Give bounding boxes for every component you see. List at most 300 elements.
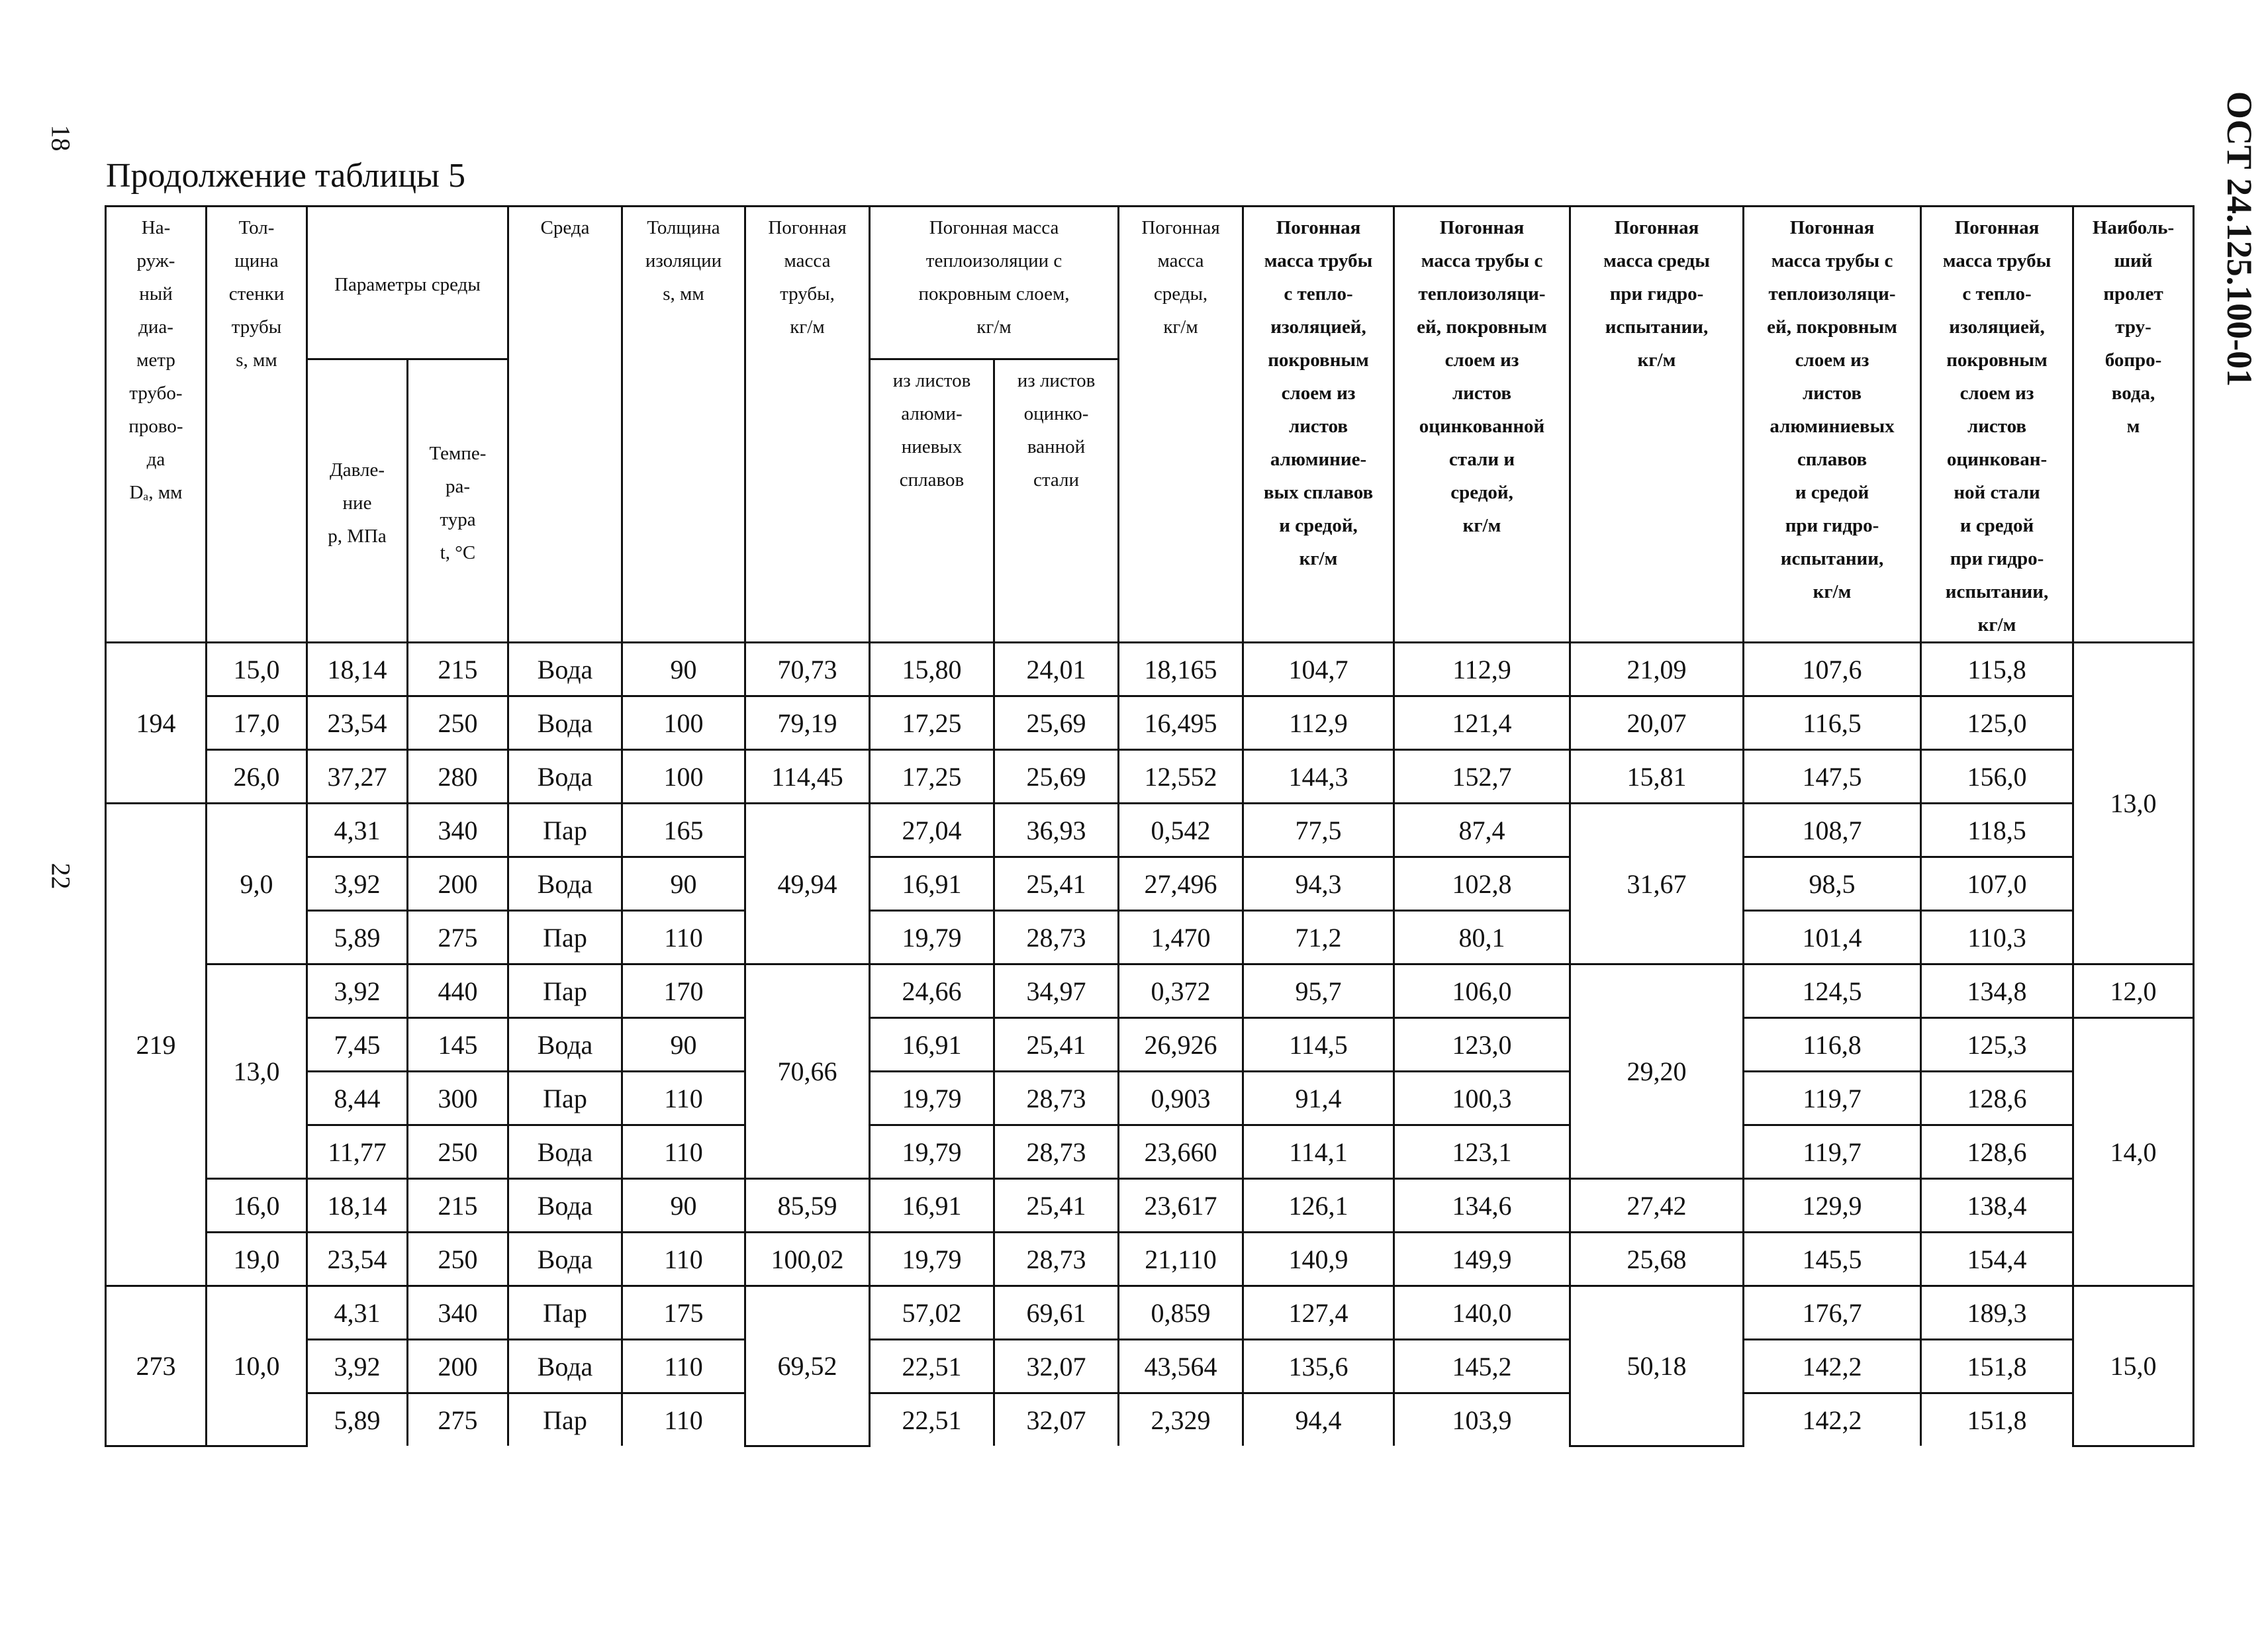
cell-ins: 110: [622, 1233, 745, 1286]
cell-medium: Вода: [508, 643, 622, 696]
cell-mp: 69,52: [745, 1286, 870, 1446]
header-line: с тепло-: [1962, 283, 2032, 305]
cell-ins: 165: [622, 804, 745, 857]
table-row: [106, 1233, 2194, 1286]
header-pressure: [307, 359, 408, 643]
header-line: оцинкованной: [1419, 416, 1545, 437]
cell-zn: 25,69: [994, 750, 1119, 804]
cell-p: 37,27: [307, 750, 408, 804]
cell-ins: 110: [622, 1125, 745, 1179]
cell-tal: 135,6: [1243, 1340, 1394, 1393]
cell-tal: 126,1: [1243, 1179, 1394, 1233]
header-line: масса трубы: [1264, 250, 1373, 271]
header-line: изоляции: [645, 250, 722, 271]
cell-mm: 0,372: [1119, 964, 1243, 1018]
header-line: t, °С: [440, 541, 476, 563]
cell-p: 23,54: [307, 696, 408, 750]
cell-mp: 85,59: [745, 1179, 870, 1233]
cell-zn: 32,07: [994, 1393, 1119, 1446]
header-line: из листов: [892, 370, 971, 391]
header-line: кг/м: [1299, 548, 1338, 569]
header-line: Наиболь-: [2092, 217, 2175, 238]
header-wall-thickness: [207, 207, 307, 643]
header-line: оцинко-: [1023, 403, 1089, 424]
cell-tzn_t: 118,5: [1921, 804, 2073, 857]
cell-tzn: 152,7: [1394, 750, 1570, 804]
cell-t: 250: [408, 1233, 508, 1286]
table-row: [106, 1018, 2194, 1072]
cell-mm: 12,552: [1119, 750, 1243, 804]
cell-mm: 0,859: [1119, 1286, 1243, 1340]
cell-medium: Вода: [508, 1233, 622, 1286]
cell-tal: 140,9: [1243, 1233, 1394, 1286]
cell-tal_t: 98,5: [1744, 857, 1921, 911]
header-line: ей, покровным: [1767, 316, 1897, 338]
cell-tal: 77,5: [1243, 804, 1394, 857]
cell-medium: Пар: [508, 1286, 622, 1340]
cell-tzn: 103,9: [1394, 1393, 1570, 1446]
cell-ins: 90: [622, 1179, 745, 1233]
table-row: [106, 1286, 2194, 1340]
header-line: испытании,: [1780, 548, 1884, 569]
cell-zn: 25,41: [994, 1018, 1119, 1072]
header-line: Темпе-: [429, 442, 487, 464]
cell-mm: 1,470: [1119, 911, 1243, 964]
header-temperature: [408, 359, 508, 643]
header-line: стенки: [228, 283, 285, 305]
cell-tzn_t: 125,0: [1921, 696, 2073, 750]
cell-medium: Вода: [508, 750, 622, 804]
header-line: и средой,: [1279, 515, 1358, 536]
header-line: с тепло-: [1284, 283, 1353, 305]
header-line: прово-: [128, 416, 183, 437]
cell-mm: 21,110: [1119, 1233, 1243, 1286]
cell-tzn_t: 134,8: [1921, 964, 2073, 1018]
cell-medium: Пар: [508, 911, 622, 964]
header-line: сплавов: [1797, 449, 1867, 470]
header-line: кг/м: [790, 316, 825, 338]
cell-al: 24,66: [870, 964, 994, 1018]
cell-tzn: 106,0: [1394, 964, 1570, 1018]
cell-p: 23,54: [307, 1233, 408, 1286]
sheet-number: 22: [46, 863, 76, 890]
header-line: алюми-: [901, 403, 963, 424]
cell-s: 9,0: [207, 804, 307, 964]
cell-tal_t: 142,2: [1744, 1393, 1921, 1446]
cell-zn: 69,61: [994, 1286, 1119, 1340]
cell-mt: 25,68: [1570, 1233, 1744, 1286]
pipe-mass-table: [105, 205, 2195, 1447]
table-row: [106, 696, 2194, 750]
header-line: м: [2126, 416, 2140, 437]
cell-t: 440: [408, 964, 508, 1018]
header-line: да: [146, 449, 165, 470]
cell-t: 215: [408, 1179, 508, 1233]
header-line: изоляцией,: [1270, 316, 1366, 338]
cell-al: 16,91: [870, 857, 994, 911]
header-line: Погонная масса: [929, 217, 1059, 238]
cell-tzn: 87,4: [1394, 804, 1570, 857]
cell-al: 16,91: [870, 1179, 994, 1233]
cell-mm: 0,903: [1119, 1072, 1243, 1125]
cell-al: 15,80: [870, 643, 994, 696]
cell-ins: 90: [622, 1018, 745, 1072]
cell-t: 275: [408, 1393, 508, 1446]
cell-tzn_t: 125,3: [1921, 1018, 2073, 1072]
cell-tzn_t: 128,6: [1921, 1072, 2073, 1125]
header-line: Давле-: [330, 459, 385, 481]
header-medium: Среда: [508, 207, 622, 643]
cell-tzn: 140,0: [1394, 1286, 1570, 1340]
cell-span: 14,0: [2073, 1018, 2194, 1286]
cell-tal_t: 116,8: [1744, 1018, 1921, 1072]
cell-tzn_t: 110,3: [1921, 911, 2073, 964]
header-line: теплоизоляции с: [925, 250, 1063, 271]
cell-ins: 100: [622, 750, 745, 804]
cell-tzn_t: 151,8: [1921, 1340, 2073, 1393]
cell-D: 219: [106, 804, 207, 1286]
cell-zn: 25,69: [994, 696, 1119, 750]
cell-zn: 24,01: [994, 643, 1119, 696]
cell-al: 57,02: [870, 1286, 994, 1340]
header-medium-mass-test: [1570, 207, 1744, 643]
cell-tzn: 121,4: [1394, 696, 1570, 750]
table-row: [106, 1072, 2194, 1125]
cell-t: 340: [408, 1286, 508, 1340]
header-line: кг/м: [1637, 350, 1676, 371]
header-line: теплоизоляци-: [1418, 283, 1546, 305]
cell-t: 275: [408, 911, 508, 964]
header-line: масса трубы с: [1421, 250, 1543, 271]
cell-medium: Пар: [508, 964, 622, 1018]
header-line: масса: [784, 250, 831, 271]
header-line: p, МПа: [328, 525, 387, 547]
header-outer-diameter: [106, 207, 207, 643]
cell-tzn_t: 154,4: [1921, 1233, 2073, 1286]
cell-al: 17,25: [870, 696, 994, 750]
header-line: кг/м: [1977, 614, 2016, 635]
table-row: [106, 1340, 2194, 1393]
header-line: листов: [1452, 383, 1512, 404]
header-line: ванной: [1027, 436, 1086, 457]
header-line: покровным слоем,: [918, 283, 1070, 305]
header-line: Погонная: [1141, 217, 1220, 238]
table-row: [106, 643, 2194, 696]
cell-span: 13,0: [2073, 643, 2194, 964]
cell-ins: 110: [622, 1340, 745, 1393]
cell-tal_t: 129,9: [1744, 1179, 1921, 1233]
cell-p: 8,44: [307, 1072, 408, 1125]
header-line: s, мм: [236, 350, 277, 371]
cell-mm: 2,329: [1119, 1393, 1243, 1446]
cell-zn: 34,97: [994, 964, 1119, 1018]
cell-tal_t: 116,5: [1744, 696, 1921, 750]
header-max-span: [2073, 207, 2194, 643]
cell-s: 17,0: [207, 696, 307, 750]
header-line: при гидро-: [1609, 283, 1704, 305]
header-line: Толщина: [647, 217, 720, 238]
cell-tal: 144,3: [1243, 750, 1394, 804]
header-line: листов: [1288, 416, 1348, 437]
cell-al: 22,51: [870, 1340, 994, 1393]
cell-mt: 31,67: [1570, 804, 1744, 964]
cell-mt: 15,81: [1570, 750, 1744, 804]
header-line: стали и: [1448, 449, 1515, 470]
header-line: бопро-: [2104, 350, 2162, 371]
cell-p: 5,89: [307, 911, 408, 964]
cell-medium: Вода: [508, 1018, 622, 1072]
cell-medium: Пар: [508, 804, 622, 857]
header-insulation-mass-al: [870, 359, 994, 643]
cell-mp: 114,45: [745, 750, 870, 804]
cell-mm: 43,564: [1119, 1340, 1243, 1393]
header-medium-mass: [1119, 207, 1243, 643]
cell-medium: Пар: [508, 1072, 622, 1125]
header-line: слоем из: [1281, 383, 1356, 404]
cell-tal: 114,5: [1243, 1018, 1394, 1072]
cell-al: 27,04: [870, 804, 994, 857]
header-total-mass-al: [1243, 207, 1394, 643]
cell-tal: 127,4: [1243, 1286, 1394, 1340]
cell-mp: 70,73: [745, 643, 870, 696]
cell-al: 17,25: [870, 750, 994, 804]
cell-tal_t: 119,7: [1744, 1125, 1921, 1179]
header-line: при гидро-: [1785, 515, 1879, 536]
header-line: диа-: [138, 316, 173, 338]
cell-t: 200: [408, 857, 508, 911]
header-line: слоем из: [1795, 350, 1869, 371]
cell-p: 4,31: [307, 1286, 408, 1340]
table-row: [106, 964, 2194, 1018]
header-line: трубы,: [780, 283, 835, 305]
cell-s: 15,0: [207, 643, 307, 696]
cell-medium: Вода: [508, 1125, 622, 1179]
cell-zn: 36,93: [994, 804, 1119, 857]
header-line: покровным: [1946, 350, 2048, 371]
cell-tal_t: 124,5: [1744, 964, 1921, 1018]
header-line: масса среды: [1603, 250, 1710, 271]
cell-mp: 79,19: [745, 696, 870, 750]
cell-ins: 90: [622, 643, 745, 696]
header-line: Dₐ, мм: [129, 482, 183, 503]
header-line: алюминиевых: [1770, 416, 1895, 437]
cell-mm: 0,542: [1119, 804, 1243, 857]
table-row: [106, 750, 2194, 804]
cell-tzn: 112,9: [1394, 643, 1570, 696]
cell-ins: 170: [622, 964, 745, 1018]
cell-mp: 70,66: [745, 964, 870, 1179]
cell-tal_t: 108,7: [1744, 804, 1921, 857]
header-line: s, мм: [663, 283, 704, 305]
header-line: щина: [234, 250, 279, 271]
cell-p: 5,89: [307, 1393, 408, 1446]
cell-tal_t: 176,7: [1744, 1286, 1921, 1340]
header-line: алюминие-: [1270, 449, 1367, 470]
header-line: трубы: [231, 316, 282, 338]
cell-ins: 110: [622, 1393, 745, 1446]
cell-t: 280: [408, 750, 508, 804]
header-line: покровным: [1268, 350, 1369, 371]
cell-zn: 25,41: [994, 857, 1119, 911]
header-line: испытании,: [1945, 581, 2049, 602]
header-line: ный: [139, 283, 173, 305]
header-line: листов: [1802, 383, 1862, 404]
header-line: сплавов: [899, 469, 965, 491]
cell-tal: 71,2: [1243, 911, 1394, 964]
cell-mm: 23,660: [1119, 1125, 1243, 1179]
cell-al: 19,79: [870, 1125, 994, 1179]
cell-medium: Вода: [508, 696, 622, 750]
cell-tal_t: 142,2: [1744, 1340, 1921, 1393]
cell-tzn_t: 151,8: [1921, 1393, 2073, 1446]
cell-tzn_t: 189,3: [1921, 1286, 2073, 1340]
table-row: [106, 804, 2194, 857]
cell-D: 273: [106, 1286, 207, 1446]
cell-ins: 175: [622, 1286, 745, 1340]
header-line: Погонная: [1276, 217, 1361, 238]
cell-p: 3,92: [307, 1340, 408, 1393]
cell-p: 18,14: [307, 643, 408, 696]
cell-tal: 114,1: [1243, 1125, 1394, 1179]
cell-p: 3,92: [307, 857, 408, 911]
header-line: кг/м: [1813, 581, 1852, 602]
cell-al: 22,51: [870, 1393, 994, 1446]
cell-tzn: 145,2: [1394, 1340, 1570, 1393]
header-line: оцинкован-: [1946, 449, 2048, 470]
header-line: стали: [1033, 469, 1080, 491]
cell-mt: 20,07: [1570, 696, 1744, 750]
header-line: ший: [2114, 250, 2153, 271]
cell-tal: 94,3: [1243, 857, 1394, 911]
header-line: теплоизоляци-: [1768, 283, 1896, 305]
cell-ins: 110: [622, 911, 745, 964]
header-line: трубо-: [129, 383, 183, 404]
cell-mm: 26,926: [1119, 1018, 1243, 1072]
cell-mp: 100,02: [745, 1233, 870, 1286]
cell-s: 16,0: [207, 1179, 307, 1233]
header-line: Погонная: [1789, 217, 1875, 238]
cell-tzn_t: 138,4: [1921, 1179, 2073, 1233]
cell-tal_t: 147,5: [1744, 750, 1921, 804]
cell-mm: 18,165: [1119, 643, 1243, 696]
header-line: Погонная: [1614, 217, 1699, 238]
cell-tal: 91,4: [1243, 1072, 1394, 1125]
cell-mm: 23,617: [1119, 1179, 1243, 1233]
cell-tzn_t: 115,8: [1921, 643, 2073, 696]
header-line: при гидро-: [1950, 548, 2044, 569]
header-line: кг/м: [1462, 515, 1501, 536]
header-line: тру-: [2115, 316, 2151, 338]
header-line: масса трубы: [1942, 250, 2052, 271]
cell-tal_t: 119,7: [1744, 1072, 1921, 1125]
header-line: и средой: [1960, 515, 2034, 536]
cell-tal: 95,7: [1243, 964, 1394, 1018]
cell-mt: 21,09: [1570, 643, 1744, 696]
cell-p: 3,92: [307, 964, 408, 1018]
cell-span: 12,0: [2073, 964, 2194, 1018]
header-line: вых сплавов: [1263, 482, 1374, 503]
cell-p: 4,31: [307, 804, 408, 857]
cell-tzn: 123,0: [1394, 1018, 1570, 1072]
header-line: пролет: [2103, 283, 2163, 305]
cell-tzn_t: 128,6: [1921, 1125, 2073, 1179]
cell-zn: 32,07: [994, 1340, 1119, 1393]
cell-tzn: 102,8: [1394, 857, 1570, 911]
cell-tzn: 80,1: [1394, 911, 1570, 964]
cell-span: 15,0: [2073, 1286, 2194, 1446]
header-line: ной стали: [1954, 482, 2040, 503]
cell-medium: Вода: [508, 1340, 622, 1393]
cell-mt: 50,18: [1570, 1286, 1744, 1446]
header-line: Погонная: [768, 217, 847, 238]
cell-p: 18,14: [307, 1179, 408, 1233]
table-row: [106, 1125, 2194, 1179]
cell-tzn: 100,3: [1394, 1072, 1570, 1125]
cell-al: 19,79: [870, 911, 994, 964]
cell-mp: 49,94: [745, 804, 870, 964]
cell-s: 26,0: [207, 750, 307, 804]
header-line: слоем из: [1960, 383, 2034, 404]
header-line: Тол-: [238, 217, 275, 238]
cell-t: 200: [408, 1340, 508, 1393]
cell-zn: 25,41: [994, 1179, 1119, 1233]
cell-mm: 27,496: [1119, 857, 1243, 911]
cell-medium: Пар: [508, 1393, 622, 1446]
header-line: ние: [342, 492, 372, 514]
cell-ins: 90: [622, 857, 745, 911]
header-line: тура: [440, 508, 476, 530]
header-total-mass-al-test: [1744, 207, 1921, 643]
cell-zn: 28,73: [994, 1072, 1119, 1125]
table-continuation-title: Продолжение таблицы 5: [106, 157, 465, 195]
cell-mt: 27,42: [1570, 1179, 1744, 1233]
cell-ins: 100: [622, 696, 745, 750]
header-line: метр: [136, 350, 175, 371]
header-line: из листов: [1017, 370, 1096, 391]
header-line: изоляцией,: [1949, 316, 2045, 338]
header-line: ра-: [445, 475, 471, 497]
header-total-mass-zn-test: [1921, 207, 2073, 643]
header-line: слоем из: [1444, 350, 1519, 371]
cell-medium: Вода: [508, 857, 622, 911]
header-line: руж-: [136, 250, 175, 271]
cell-zn: 28,73: [994, 1125, 1119, 1179]
table-row: [106, 1179, 2194, 1233]
cell-al: 19,79: [870, 1233, 994, 1286]
cell-tal_t: 101,4: [1744, 911, 1921, 964]
header-line: листов: [1967, 416, 2027, 437]
cell-s: 10,0: [207, 1286, 307, 1446]
cell-tzn_t: 156,0: [1921, 750, 2073, 804]
header-medium-params: Параметры среды: [307, 207, 508, 359]
cell-mm: 16,495: [1119, 696, 1243, 750]
cell-tal: 112,9: [1243, 696, 1394, 750]
cell-t: 300: [408, 1072, 508, 1125]
cell-p: 7,45: [307, 1018, 408, 1072]
header-line: кг/м: [976, 316, 1012, 338]
cell-t: 250: [408, 696, 508, 750]
cell-t: 250: [408, 1125, 508, 1179]
header-line: На-: [141, 217, 171, 238]
cell-mt: 29,20: [1570, 964, 1744, 1179]
cell-tal: 104,7: [1243, 643, 1394, 696]
header-line: масса: [1157, 250, 1204, 271]
header-line: Погонная: [1954, 217, 2040, 238]
header-line: испытании,: [1605, 316, 1709, 338]
table-row: [106, 857, 2194, 911]
cell-tzn: 134,6: [1394, 1179, 1570, 1233]
header-line: масса трубы с: [1771, 250, 1893, 271]
